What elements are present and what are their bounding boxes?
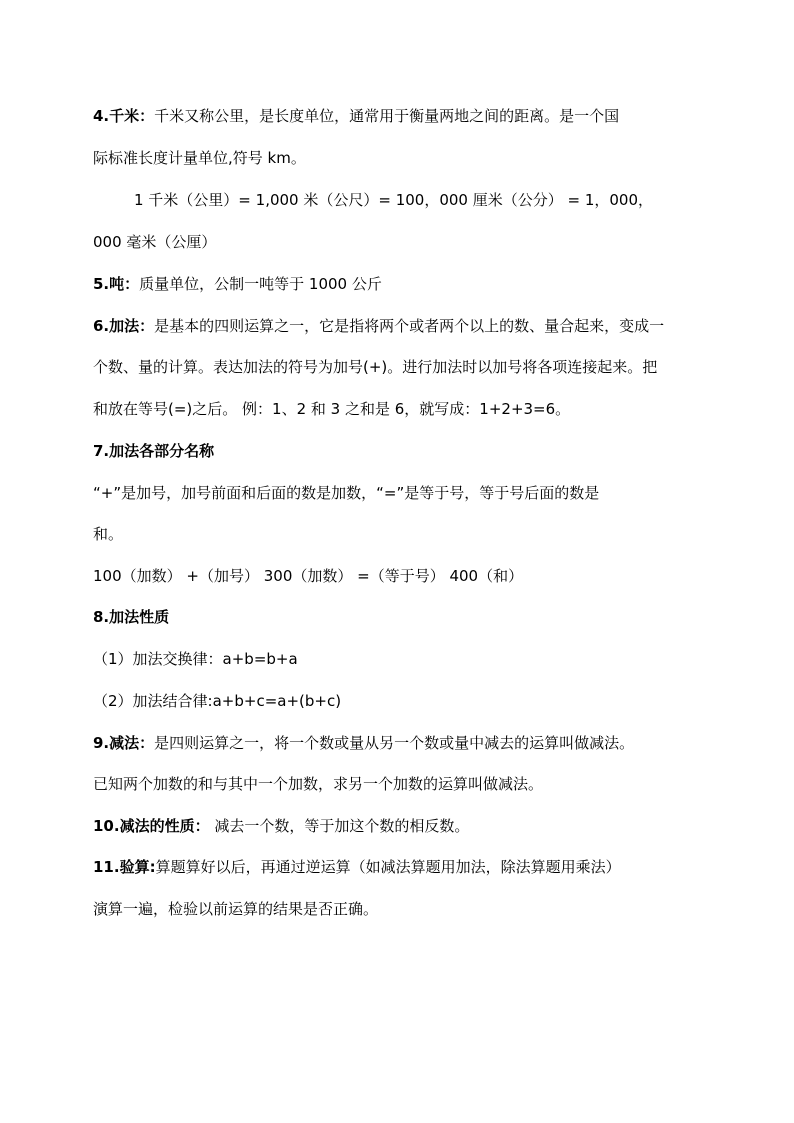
- line-9: [93, 441, 214, 461]
- text-km-2: 际标准长度计量单位,符号 km。: [93, 149, 306, 167]
- line-20: [93, 899, 378, 919]
- text-subtraction-1: 是四则运算之一，将一个数或量从另一个数或量中减去的运算叫做减法。: [154, 734, 635, 752]
- text-subtraction-properties: 减去一个数，等于加这个数的相反数。: [209, 817, 470, 835]
- text-commutative-law: （1）加法交换律：a+b=b+a: [93, 650, 298, 668]
- line-8: [93, 399, 570, 419]
- heading-km: 4.千米：: [93, 107, 155, 125]
- text-subtraction-2: 已知两个加数的和与其中一个加数，求另一个加数的运算叫做减法。: [93, 775, 544, 793]
- line-6: [93, 316, 664, 336]
- heading-subtraction-properties: 10.减法的性质：: [93, 817, 210, 835]
- line-7: [93, 357, 657, 377]
- text-addition-example: 100（加数） +（加号） 300（加数） =（等于号） 400（和）: [93, 567, 524, 585]
- line-15: [93, 691, 341, 711]
- heading-addition: 6.加法：: [93, 317, 155, 335]
- line-19: [93, 857, 621, 877]
- line-17: [93, 774, 543, 794]
- line-18: [93, 816, 469, 836]
- text-verification-1: 算题算好以后，再通过逆运算（如减法算题用加法，除法算题用乘法）: [155, 858, 621, 876]
- line-4: [93, 232, 216, 252]
- text-addition-2: 个数、量的计算。表达加法的符号为加号(+)。进行加法时以加号将各项连接起来。把: [93, 358, 658, 376]
- line-16: [93, 733, 634, 753]
- line-13: [93, 607, 169, 627]
- text-addition-parts-1: “+”是加号，加号前面和后面的数是加数，“=”是等于号，等于号后面的数是: [93, 484, 600, 502]
- line-12: [93, 566, 523, 586]
- heading-subtraction: 9.减法：: [93, 734, 155, 752]
- heading-addition-parts: 7.加法各部分名称: [93, 442, 215, 460]
- text-verification-2: 演算一遍，检验以前运算的结果是否正确。: [93, 900, 379, 918]
- text-km-conversion-2: 000 毫米（公厘）: [93, 233, 217, 251]
- text-associative-law: （2）加法结合律:a+b+c=a+(b+c): [93, 692, 342, 710]
- text-km-1: 千米又称公里，是长度单位，通常用于衡量两地之间的距离。是一个国: [154, 107, 620, 125]
- text-addition-3: 和放在等号(=)之后。 例：1、2 和 3 之和是 6，就写成：1+2+3=6。: [93, 400, 571, 418]
- text-ton: 质量单位，公制一吨等于 1000 公斤: [139, 275, 382, 293]
- text-km-conversion-1: 1 千米（公里）= 1,000 米（公尺）= 100，000 厘米（公分） = 1，000，: [134, 191, 654, 209]
- line-2: [93, 148, 306, 168]
- line-1: [93, 106, 619, 126]
- line-10: [93, 483, 599, 503]
- heading-addition-properties: 8.加法性质: [93, 608, 170, 626]
- line-5: [93, 274, 382, 294]
- text-addition-1: 是基本的四则运算之一，它是指将两个或者两个以上的数、量合起来，变成一: [154, 317, 665, 335]
- line-3: [134, 190, 653, 210]
- text-addition-parts-2: 和。: [93, 525, 124, 543]
- heading-verification: 11.验算:: [93, 858, 156, 876]
- line-11: [93, 524, 123, 544]
- heading-ton: 5.吨：: [93, 275, 140, 293]
- line-14: [93, 649, 298, 669]
